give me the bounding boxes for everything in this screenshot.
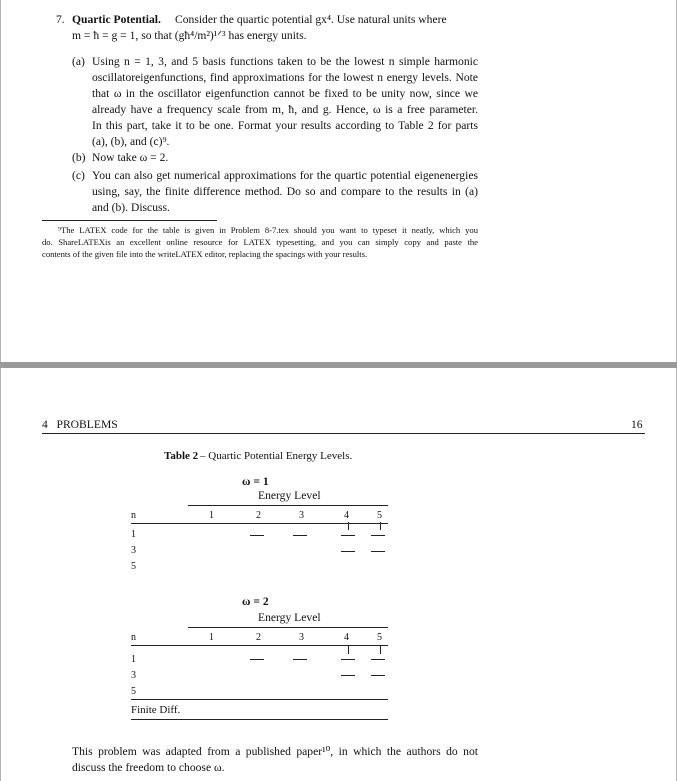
level-col-3: 3 <box>299 510 304 521</box>
n-header-2: n <box>131 632 136 643</box>
n-value-3a: 3 <box>131 545 136 556</box>
part-a-line-3: that ω in the oscillator eigenfunction cannot be fixed to be unity now, since we <box>92 87 478 100</box>
energy-level-rule-1 <box>188 505 388 506</box>
part-c-line-1: You can also get numerical approximations for the quartic potential eigenenergies <box>92 169 478 182</box>
level-col-2: 2 <box>256 632 261 643</box>
table-caption-label: Table 2 <box>164 450 199 462</box>
level-col-1: 1 <box>209 632 214 643</box>
energy-level-rule-2 <box>188 627 388 628</box>
part-b-text: Now take ω = 2. <box>92 151 169 164</box>
running-header-section: 4 PROBLEMS <box>42 418 118 431</box>
n-value-1b: 1 <box>131 654 136 665</box>
empty-cell-mark <box>348 646 349 654</box>
n-value-5b: 5 <box>131 686 136 697</box>
finite-diff-label: Finite Diff. <box>131 704 181 716</box>
energy-level-heading-1: Energy Level <box>258 489 321 502</box>
level-col-2: 2 <box>256 510 261 521</box>
empty-cell-dash <box>341 551 355 552</box>
empty-cell-dash <box>341 675 355 676</box>
running-header-page-number: 16 <box>631 418 643 431</box>
level-col-4: 4 <box>344 510 349 521</box>
empty-cell-dash <box>371 551 385 552</box>
empty-cell-dash <box>371 659 385 660</box>
empty-cell-mark <box>348 522 349 530</box>
empty-cell-dash <box>371 535 385 536</box>
footnote-line-1: ⁹The LATEX code for the table is given in Problem 8-7.tex should you want to typeset it neatly, which you <box>58 225 478 235</box>
empty-cell-dash <box>250 535 264 536</box>
n-header-1: n <box>131 510 136 521</box>
table-rule-2 <box>131 645 388 646</box>
level-col-5: 5 <box>377 632 382 643</box>
problem-title: Quartic Potential. <box>72 13 161 26</box>
empty-cell-dash <box>341 535 355 536</box>
empty-cell-mark <box>380 522 381 530</box>
footnote-line-3: contents of the given file into the writeLATEX editor, replacing the spacings with your results. <box>42 249 368 259</box>
omega-2-heading: ω = 2 <box>242 595 269 608</box>
table-rule-3 <box>131 699 388 700</box>
level-col-4: 4 <box>344 632 349 643</box>
omega-1-heading: ω = 1 <box>242 475 269 488</box>
page-border-left <box>0 0 1 362</box>
part-a-label: (a) <box>72 55 85 68</box>
empty-cell-mark <box>380 646 381 654</box>
empty-cell-dash <box>371 675 385 676</box>
level-col-3: 3 <box>299 632 304 643</box>
table-rule-1 <box>131 523 388 524</box>
page-bottom <box>0 368 677 781</box>
problem-intro-1: Consider the quartic potential gx⁴. Use natural units where <box>175 13 447 26</box>
closing-line-2: discuss the freedom to choose ω. <box>72 761 225 774</box>
empty-cell-dash <box>293 535 307 536</box>
page-top <box>0 0 677 362</box>
page-border-left <box>0 368 1 781</box>
empty-cell-dash <box>341 659 355 660</box>
footnote-rule <box>42 220 217 221</box>
part-a-line-5: In this part, take it to be one. Format your results according to Table 2 for parts <box>92 119 478 132</box>
part-a-line-1: Using n = 1, 3, and 5 basis functions taken to be the lowest n simple harmonic <box>92 55 478 68</box>
part-c-line-3: and (b). Discuss. <box>92 201 170 214</box>
level-col-5: 5 <box>377 510 382 521</box>
header-rule <box>42 433 645 434</box>
part-b-label: (b) <box>72 151 86 164</box>
problem-intro-2: m = ħ = g = 1, so that (għ⁴/m²)¹ᐟ³ has energy units. <box>72 29 307 42</box>
n-value-3b: 3 <box>131 670 136 681</box>
closing-line-1: This problem was adapted from a published paper¹⁰, in which the authors do not <box>72 745 478 758</box>
part-a-line-6: (a), (b), and (c)⁹. <box>92 135 170 148</box>
part-c-label: (c) <box>72 169 85 182</box>
part-c-line-2: using, say, the finite difference method. Do so and compare to the results in (a) <box>92 185 478 198</box>
part-a-line-2: oscillatoreigenfunctions, find approximations for the lowest n energy levels. Note <box>92 71 478 84</box>
empty-cell-dash <box>293 659 307 660</box>
empty-cell-dash <box>250 659 264 660</box>
table-caption-text: – Quartic Potential Energy Levels. <box>200 450 353 462</box>
level-col-1: 1 <box>209 510 214 521</box>
footnote-line-2: do. ShareLATEXis an excellent online resource for LATEX typesetting, and you can simply copy and paste the <box>42 237 478 247</box>
problem-number: 7. <box>56 13 65 26</box>
table-rule-4 <box>131 719 388 720</box>
n-value-5a: 5 <box>131 561 136 572</box>
n-value-1a: 1 <box>131 529 136 540</box>
part-a-line-4: already have a frequency scale from m, ħ, and g. Hence, ω is a free parameter. <box>92 103 478 116</box>
energy-level-heading-2: Energy Level <box>258 611 321 624</box>
